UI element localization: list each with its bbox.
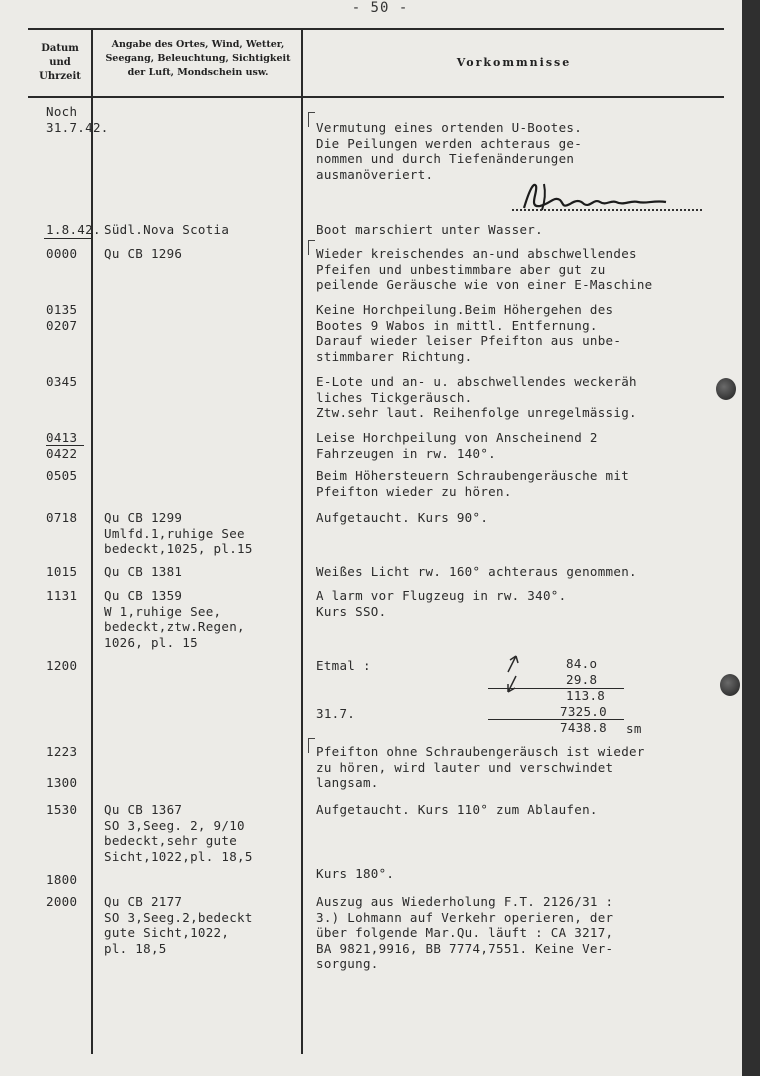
header-location-line-3: der Luft, Mondschein usw. bbox=[127, 67, 269, 78]
entry-event: Kurs 180°. bbox=[316, 866, 395, 881]
entry-location: Qu CB 1381 bbox=[104, 564, 183, 579]
entry-time: 2000 bbox=[46, 894, 78, 909]
header-location-line-1: Angabe des Ortes, Wind, Wetter, bbox=[111, 39, 285, 50]
entry-time: 0413 0422 bbox=[46, 430, 78, 461]
bracket-mark bbox=[308, 112, 315, 127]
signature bbox=[520, 178, 670, 218]
entry-event: Weißes Licht rw. 160° achteraus genommen. bbox=[316, 564, 637, 579]
entry-event: Keine Horchpeilung.Beim Höhergehen des Bootes 9 Wabos in mittl. Entfernung. Darauf wieder leiser Pfeifton aus unbe- stimmbarer Richtung. bbox=[316, 302, 622, 364]
entry-event: E-Lote und an- u. abschwellendes weckeräh liches Tickgeräusch. Ztw.sehr laut. Reihenfolge unregelmässig. bbox=[316, 374, 637, 420]
entry-event: A larm vor Flugzeug in rw. 340°. Kurs SSO. bbox=[316, 588, 567, 619]
punch-hole bbox=[716, 378, 736, 400]
entry-location: Qu CB 1367 SO 3,Seeg. 2, 9/10 bedeckt,sehr gute Sicht,1022,pl. 18,5 bbox=[104, 802, 253, 864]
entry-location: Südl.Nova Scotia bbox=[104, 222, 230, 237]
header-date-line-1: Datum bbox=[41, 43, 79, 54]
column-divider-1 bbox=[91, 30, 93, 1054]
entry-location: Qu CB 1299 Umlfd.1,ruhige See bedeckt,1025, pl.15 bbox=[104, 510, 253, 556]
header-date-time bbox=[30, 42, 90, 84]
entry-time: 1131 bbox=[46, 588, 78, 603]
top-rule bbox=[28, 28, 724, 30]
entry-location: Qu CB 2177 SO 3,Seeg.2,bedeckt gute Sicht,1022, pl. 18,5 bbox=[104, 894, 253, 956]
bracket-mark bbox=[308, 738, 315, 753]
etmal-value-2: 29.8 bbox=[566, 672, 598, 687]
header-rule bbox=[28, 96, 724, 98]
header-events: Vorkommnisse bbox=[456, 56, 572, 69]
page-number: - 50 - bbox=[351, 0, 409, 16]
entry-event: Leise Horchpeilung von Anscheinend 2 Fahrzeugen in rw. 140°. bbox=[316, 430, 598, 461]
entry-event: Wieder kreischendes an-und abschwellendes Pfeifen und unbestimmbare aber gut zu peilende Geräusche wie von einer E-Maschine bbox=[316, 246, 653, 292]
signature-dotted-line bbox=[512, 205, 702, 211]
etmal-date-label: 31.7. bbox=[316, 706, 356, 721]
entry-event: Vermutung eines ortenden U-Bootes. Die Peilungen werden achteraus ge- nommen und durch Tiefenänderungen ausmanöveriert. bbox=[316, 120, 583, 182]
etmal-value-1: 84.o bbox=[566, 656, 598, 671]
entry-date: 1.8.42. bbox=[46, 222, 101, 237]
entry-time: 0000 bbox=[46, 246, 78, 261]
entry-location: Qu CB 1296 bbox=[104, 246, 183, 261]
entry-date: Noch 31.7.42. bbox=[46, 104, 109, 135]
bracket-mark bbox=[308, 240, 315, 255]
entry-time: 1530 bbox=[46, 802, 78, 817]
entry-event: Beim Höhersteuern Schraubengeräusche mit Pfeifton wieder zu hören. bbox=[316, 468, 630, 499]
entry-event: Auszug aus Wiederholung F.T. 2126/31 : 3.) Lohmann auf Verkehr operieren, der über folgende Mar.Qu. läuft : CA 3217, BA 9821,9916, BB 7774,7551. Keine Ver- sorgung. bbox=[316, 894, 614, 971]
entry-event: Aufgetaucht. Kurs 90°. bbox=[316, 510, 489, 525]
header-location-weather bbox=[94, 38, 302, 80]
entry-time: 1800 bbox=[46, 872, 78, 887]
etmal-total: 7438.8 bbox=[560, 720, 607, 735]
etmal-value-4: 7325.0 bbox=[560, 704, 607, 719]
entry-event: Boot marschiert unter Wasser. bbox=[316, 222, 543, 237]
header-location-line-2: Seegang, Beleuchtung, Sichtigkeit bbox=[105, 53, 291, 64]
entry-event: Etmal : bbox=[316, 658, 371, 673]
punch-hole bbox=[720, 674, 740, 696]
entry-time: 1015 bbox=[46, 564, 78, 579]
entry-time: 1223 1300 bbox=[46, 744, 78, 790]
entry-time: 0135 0207 bbox=[46, 302, 78, 333]
etmal-value-3: 113.8 bbox=[566, 688, 606, 703]
entry-location: Qu CB 1359 W 1,ruhige See, bedeckt,ztw.Regen, 1026, pl. 15 bbox=[104, 588, 245, 650]
etmal-unit: sm bbox=[626, 721, 642, 736]
entry-time: 0505 bbox=[46, 468, 78, 483]
column-divider-2 bbox=[301, 30, 303, 1054]
entry-time: 0345 bbox=[46, 374, 78, 389]
time-underline bbox=[46, 445, 84, 446]
header-date-line-2: und bbox=[49, 57, 71, 68]
entry-event: Aufgetaucht. Kurs 110° zum Ablaufen. bbox=[316, 802, 598, 817]
date-rule bbox=[44, 238, 92, 239]
entry-event: Pfeifton ohne Schraubengeräusch ist wieder zu hören, wird lauter und verschwindet langsam. bbox=[316, 744, 645, 790]
entry-time: 1200 bbox=[46, 658, 78, 673]
entry-time: 0718 bbox=[46, 510, 78, 525]
header-date-line-3: Uhrzeit bbox=[39, 71, 81, 82]
arrow-marks bbox=[500, 652, 526, 696]
